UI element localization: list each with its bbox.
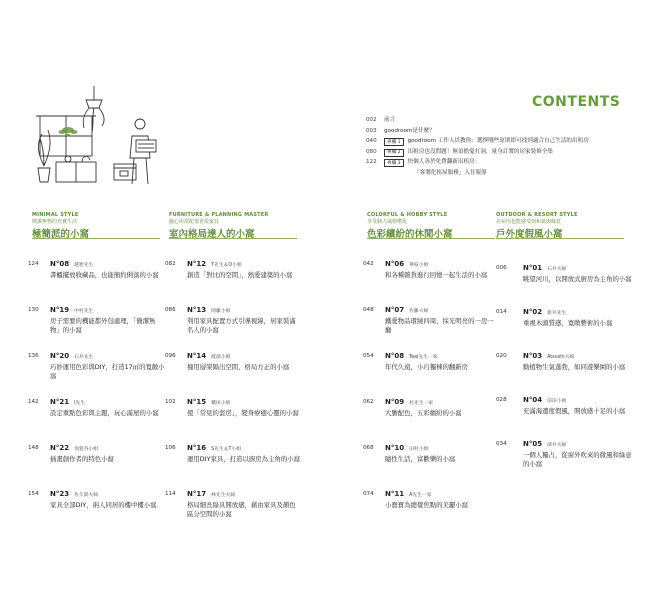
entry-name: 佐久間夫婦 <box>74 493 99 498</box>
category-en: COLORFUL & HOBBY STYLE <box>367 212 448 218</box>
entry-text: 眺望河川，以開放式廚房為主角的小窩 <box>523 275 632 283</box>
intro-text: 出租房也沒問題！無須擔憂打洞，量身訂製的居家裝修全集 <box>407 148 554 155</box>
entry-page: 086 <box>165 307 176 313</box>
entry-number: N°10 田村小姐 <box>385 444 429 452</box>
entry-page: 106 <box>165 445 176 451</box>
entry-number: N°08 Teal先生一家 <box>385 352 438 360</box>
category-subtitle: 簡潔無物的充實生活 <box>32 219 78 225</box>
intro-list <box>366 116 636 179</box>
entry-number: N°19 中村先生 <box>50 306 94 314</box>
column-badge: 專欄 2 <box>384 149 404 157</box>
entry-name: 新井先生 <box>547 311 567 316</box>
entry-number: N°02 新井先生 <box>523 308 567 316</box>
entry-name: I先生 <box>74 401 86 406</box>
entry-name: Atsushi夫婦 <box>547 355 575 360</box>
entry-text: 書櫃擺放收藏品，也能簡約俐落的小窩 <box>50 271 159 279</box>
entry-text: 家具全部DIY，兩人同居的樓中樓小窩 <box>50 501 157 509</box>
entry-text: 創造「對比的空間」，熱愛建築的小窩 <box>187 271 293 279</box>
category-title: 色彩繽紛的休閒小窩 <box>367 229 453 240</box>
entry-page: 014 <box>496 309 507 315</box>
entry-text: 一個人獨占，從窗外吹來的微風和綠意的小窩 <box>523 451 632 468</box>
entry-text: 房子需要的機能都外包處理，「簡潔無物」的小窩 <box>50 317 156 334</box>
entry-text: 撞用層架隔出空間，格局方正的小窩 <box>187 363 290 371</box>
entry-name: 渡部小姐 <box>211 355 231 360</box>
intro-text: 「客製化租屋服務」入住報導 <box>414 169 487 176</box>
entry-number: N°09 村先生一家 <box>385 398 434 406</box>
entry-text: 隨性生活，富歡樂的小窩 <box>385 455 456 463</box>
category-title: 室內格局達人的小窩 <box>169 229 255 240</box>
entry-text: 使「常見的套房」，變身療癒心靈的小窩 <box>187 409 299 417</box>
entry-number: N°12 T先生＆O小姐 <box>187 260 242 268</box>
entry-name: Teal先生一家 <box>409 355 438 360</box>
intro-row <box>366 158 636 169</box>
entry-text: 重視木頭質感，寬敞藝術的小窩 <box>523 319 613 327</box>
entry-text: 運用DIY家具，打造以廚房為主角的小窩 <box>187 455 300 463</box>
entry-name: 前田小姐 <box>547 399 567 404</box>
entry-text: 動植物生氣蓬勃，如同遊樂園的小窩 <box>523 363 626 371</box>
category-minimal <box>28 212 170 509</box>
entry-name: 岡藤小姐 <box>211 309 231 314</box>
entry-page: 028 <box>496 397 507 403</box>
entry-name: 林先生夫婦 <box>211 493 236 498</box>
entry-name: 橋田小姐 <box>211 401 231 406</box>
entry-number: N°20 石井先生 <box>50 352 94 360</box>
intro-row <box>366 127 636 138</box>
entry-number: N°16 S先生＆T小姐 <box>187 444 242 452</box>
entry-text: 大膽配色，五彩繽紛的小窩 <box>385 409 462 417</box>
entry-number: N°14 渡部小姐 <box>187 352 231 360</box>
category-title: 極簡派的小窩 <box>32 229 90 240</box>
entry-number: N°05 澤井夫婦 <box>523 440 567 448</box>
category-en: MINIMAL STYLE <box>32 212 79 218</box>
intro-page-number: 003 <box>366 127 377 134</box>
entry-name: 田村小姐 <box>409 447 429 452</box>
entry-name: 石井先生 <box>74 355 94 360</box>
category-subtitle: 在屋內也能感受到和風與綠意 <box>496 219 562 225</box>
entry-number: N°07 佐藤夫婦 <box>385 306 429 314</box>
entry-number: N°23 佐久間夫婦 <box>50 490 99 498</box>
intro-row <box>366 137 636 148</box>
entry-name: 佐藤夫婦 <box>409 309 429 314</box>
entry-number: N°15 橋田小姐 <box>187 398 231 406</box>
entry-number: N°06 華枝小姐 <box>385 260 429 268</box>
entry-page: 130 <box>28 307 39 313</box>
entry-text: 鐵愛物品環繞四周，採光明亮的一房一廳 <box>385 317 494 334</box>
entry-name: 華枝小姐 <box>409 263 429 268</box>
column-badge: 專欄 3 <box>384 159 404 167</box>
entry-page: 148 <box>28 445 39 451</box>
category-en: OUTDOOR & RESORT STYLE <box>496 212 578 218</box>
entry-page: 096 <box>165 353 176 359</box>
intro-row <box>366 169 636 180</box>
category-furniture <box>165 212 307 518</box>
entry-number: N°22 加賀谷小姐 <box>50 444 99 452</box>
entry-text: 年代久遠，小巧獨棟的翻新房 <box>385 363 469 371</box>
entry-page: 142 <box>28 399 39 405</box>
entry-name: 中村先生 <box>74 309 94 314</box>
entry-page: 048 <box>363 307 374 313</box>
entry-text: 格局細長綠具開放感，藉由家具及顏色區分空間的小窩 <box>187 501 296 518</box>
intro-page-number: 002 <box>366 117 377 124</box>
entry-text: 插畫創作者的特色小窩 <box>50 455 114 463</box>
entry-page: 068 <box>363 445 374 451</box>
intro-page-number: 122 <box>366 159 377 166</box>
entry-name: T先生＆O小姐 <box>211 263 242 268</box>
entry-page: 136 <box>28 353 39 359</box>
entry-number: N°04 前田小姐 <box>523 396 567 404</box>
room-illustration-icon <box>22 86 172 191</box>
entry-page: 074 <box>363 491 374 497</box>
entry-number: N°13 岡藤小姐 <box>187 306 231 314</box>
category-title: 戶外度假風小窩 <box>496 229 563 240</box>
category-subtitle: 隨心所欲配置喜愛家具 <box>169 219 220 225</box>
entry-text: 設定重點色彩與主題，玩心滿屋的小窩 <box>50 409 159 417</box>
entry-name: 村先生一家 <box>409 401 434 406</box>
entry-page: 006 <box>496 265 507 271</box>
entry-text: 巧妙運用色彩與DIY，打造17㎡的寬敞小窩 <box>50 363 165 380</box>
intro-page-number: 080 <box>366 148 377 155</box>
intro-page-number: 040 <box>366 138 377 145</box>
intro-text: 快個人善於免費翻新出租房： <box>407 159 481 166</box>
entry-page: 082 <box>165 261 176 267</box>
page-title: CONTENTS <box>532 94 621 110</box>
entry-text: 充滿海邊度假風，開放感十足的小窩 <box>523 407 626 415</box>
entry-page: 102 <box>165 399 176 405</box>
entry-page: 020 <box>496 353 507 359</box>
entry-number: N°11 A先生一家 <box>385 490 432 498</box>
entry-number: N°21 I先生 <box>50 398 86 406</box>
entry-number: N°17 林先生夫婦 <box>187 490 236 498</box>
category-en: FURNITURE & PLANNING MASTER <box>169 212 269 218</box>
entry-name: 澤井夫婦 <box>547 443 567 448</box>
entry-page: 042 <box>363 261 374 267</box>
entry-name: 加賀谷小姐 <box>74 447 99 452</box>
intro-text: goodroom 工作人員教你：選擇哪些原則即可找到適合自己生活的出租房 <box>407 138 589 145</box>
intro-text: goodroom是什麼？ <box>384 127 435 134</box>
entry-page: 124 <box>28 261 39 267</box>
entry-page: 154 <box>28 491 39 497</box>
entry-number: N°08 越智先生 <box>50 260 94 268</box>
category-outdoor <box>496 212 634 468</box>
entry-text: 利用家具配置方式引導視線，居家裝滿名人的小窩 <box>187 317 296 334</box>
entry-page: 034 <box>496 441 507 447</box>
entry-text: 小寶寶為總覺焦點的美麗小窩 <box>385 501 469 509</box>
entry-text: 和各種雜貨進行回憶一起生活的小窩 <box>385 271 488 279</box>
entry-page: 114 <box>165 491 176 497</box>
intro-text: 前言 <box>384 117 396 124</box>
entry-name: S先生＆T小姐 <box>211 447 242 452</box>
entry-name: 越智先生 <box>74 263 94 268</box>
entry-number: N°03 Atsushi夫婦 <box>523 352 575 360</box>
column-badge: 專欄 1 <box>384 138 404 146</box>
entry-page: 054 <box>363 353 374 359</box>
intro-row <box>366 148 636 159</box>
entry-number: N°01 石井夫婦 <box>523 264 567 272</box>
entry-name: 石井夫婦 <box>547 267 567 272</box>
entry-name: A先生一家 <box>409 493 432 498</box>
intro-row <box>366 116 636 127</box>
entry-page: 062 <box>363 399 374 405</box>
category-subtitle: 享受個人風格嗜化 <box>367 219 408 225</box>
